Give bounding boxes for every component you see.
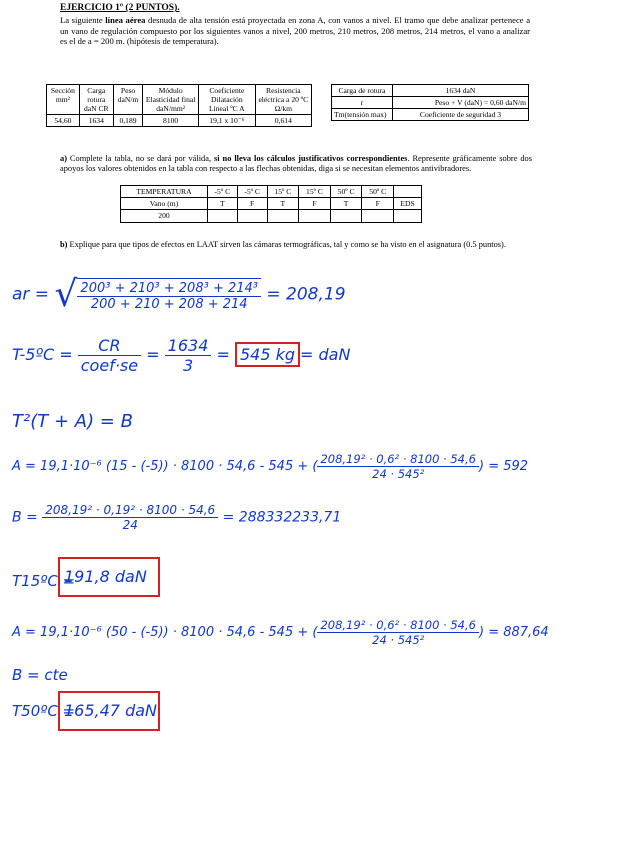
t5-equals: =: [146, 345, 160, 364]
load-value-cell: Peso + V (daN) = 0,60 daN/m: [393, 97, 529, 109]
ar-lhs: ar =: [12, 284, 50, 305]
handwritten-b-formula: [12, 503, 341, 532]
statement-text-end: desnuda de alta tensión está proyectada en zona A, con vanos a nivel. El tramo que debe analizar pertenece a un vano de regulación compuesto por los siguientes vanos a nivel, 200 metros, 210 metros, 208 metros, 214 metros, el vano a analizar es el de a = 200 m. (hipótesis de temperatura).: [60, 15, 531, 47]
table-row: [121, 210, 422, 223]
value-cell-resistance: 0,614: [255, 115, 311, 127]
exercise-statement: [60, 15, 530, 47]
header-cell-dilation-coefficient: Coeficiente Dilatación Lineal ºC A: [199, 85, 256, 115]
a2-start: A = 19,1·10⁻⁶ (50 - (-5)) · 8100 · 54,6 - 545 + (: [12, 625, 318, 640]
statement-bold-term: línea aérea: [105, 15, 146, 25]
temp-cell: T: [207, 198, 237, 210]
question-a-text-start: Complete la tabla, no se dará por válida,: [66, 154, 214, 163]
t5-denominator-value: 3: [182, 356, 194, 375]
t5-equals-2: =: [216, 345, 230, 364]
question-a-text-end: . Represente gráficamente sobre dos apoyos los valores obtenidos en la tabla con respecto a las flechas obtenidas, diga si se necesitan elementos antivibradores.: [60, 154, 533, 174]
a1-end: ) = 592: [478, 459, 529, 474]
temp-header-cell: -5º C: [237, 186, 267, 198]
value-cell-breaking-load: 1634: [79, 115, 113, 127]
b-result: = 288332233,71: [222, 509, 342, 526]
ar-result: = 208,19: [266, 284, 346, 305]
t5-lhs: T-5ºC =: [12, 345, 73, 364]
temp-cell: F: [299, 198, 331, 210]
temp-header-cell: -5º C: [207, 186, 237, 198]
temp-cell: [362, 210, 394, 223]
b-lhs: B =: [12, 509, 38, 526]
temp-header-cell: 15º C: [267, 186, 299, 198]
question-a-label: a): [60, 154, 67, 163]
temp-cell: [330, 210, 362, 223]
b-numerator: 208,19² · 0,19² · 8100 · 54,6: [42, 503, 218, 518]
table-row: [332, 85, 529, 97]
a2-end: ) = 887,64: [478, 625, 549, 640]
a1-start: A = 19,1·10⁻⁶ (15 - (-5)) · 8100 · 54,6 - 545 + (: [12, 459, 318, 474]
temp-cell: [299, 210, 331, 223]
header-cell-resistance: Resistencia eléctrica a 20 ºC Ω/km: [255, 85, 311, 115]
table-header-row: [47, 85, 312, 115]
a1-denominator: 24 · 545²: [372, 467, 425, 481]
temp-cell: F: [237, 198, 267, 210]
temp-header-cell: [394, 186, 422, 198]
ar-numerator: 200³ + 210³ + 208³ + 214³: [77, 281, 261, 297]
table-row: [332, 97, 529, 109]
handwritten-b-constant: B = cte: [12, 666, 68, 684]
handwritten-cubic-equation: T²(T + A) = B: [12, 411, 133, 432]
a2-denominator: 24 · 545²: [372, 633, 425, 647]
temp-cell: F: [362, 198, 394, 210]
load-label-cell: Carga de rotura: [332, 85, 393, 97]
t50-lhs: T50ºC =: [12, 702, 76, 720]
temp-cell: 200: [121, 210, 208, 223]
temp-cell: [267, 210, 299, 223]
question-b-label: b): [60, 240, 68, 249]
handwritten-ar-formula: [12, 274, 346, 315]
temp-cell: T: [267, 198, 299, 210]
question-b-text: Explique para que tipos de efectos en LAAT sirven las cámaras termográficas, tal y como se ha visto en el asignatura (0.5 puntos).: [67, 240, 506, 249]
temp-cell: T: [330, 198, 362, 210]
header-cell-weight: Peso daN/m: [113, 85, 142, 115]
sqrt-symbol: √: [54, 274, 78, 315]
handwritten-a-15c-formula: [12, 452, 528, 481]
statement-text-start: La siguiente: [60, 15, 106, 25]
b-denominator: 24: [122, 518, 138, 532]
a2-numerator: 208,19² · 0,6² · 8100 · 54,6: [317, 618, 479, 633]
t5-result-box: 545 kg: [235, 342, 300, 367]
table-row: [47, 115, 312, 127]
temperature-table: [120, 185, 422, 223]
header-cell-breaking-load: Carga rotura daN CR: [79, 85, 113, 115]
header-cell-section: Sección mm²: [47, 85, 80, 115]
handwritten-t-minus5-formula: [12, 336, 350, 375]
temp-header-cell: TEMPERATURA: [121, 186, 208, 198]
temp-cell: [237, 210, 267, 223]
b-fraction: [42, 503, 218, 532]
t5-fraction-values: [165, 336, 212, 375]
temp-cell: [207, 210, 237, 223]
ar-denominator: 200 + 210 + 208 + 214: [90, 296, 248, 312]
header-cell-elastic-modulus: Módulo Elasticidad final daN/mm²: [143, 85, 199, 115]
a2-fraction: [317, 618, 479, 647]
table-header-row: [121, 186, 422, 198]
value-cell-elastic-modulus: 8100: [143, 115, 199, 127]
ar-fraction: [77, 281, 261, 312]
question-a: [60, 154, 532, 175]
load-value-cell: Coeficiente de seguridad 3: [393, 109, 529, 121]
exercise-title: EJERCICIO 1º (2 PUNTOS).: [60, 3, 180, 13]
table-row: [121, 198, 422, 210]
load-table: [331, 84, 529, 121]
t15-lhs: T15ºC =: [12, 572, 76, 590]
t5-unit: = daN: [300, 345, 351, 364]
temp-cell: EDS: [394, 198, 422, 210]
t5-denominator: coef·se: [80, 356, 139, 375]
handwritten-a-50c-formula: [12, 618, 549, 647]
cable-properties-table: [46, 84, 312, 127]
temp-cell: Vano (m): [121, 198, 208, 210]
t5-numerator-value: 1634: [165, 336, 212, 356]
temp-header-cell: 50º C: [362, 186, 394, 198]
t5-fraction: [78, 336, 141, 375]
sqrt-radicand: [77, 278, 261, 312]
a1-numerator: 208,19² · 0,6² · 8100 · 54,6: [317, 452, 479, 467]
load-label-cell: Tm(tensión max): [332, 109, 393, 121]
value-cell-dilation-coefficient: 19,1 x 10⁻⁶: [199, 115, 256, 127]
t50-result-box: 165,47 daN: [58, 691, 160, 731]
table-row: [332, 109, 529, 121]
load-value-cell: 1634 daN: [393, 85, 529, 97]
t15-result-box: 191,8 daN: [58, 557, 160, 597]
t5-numerator: CR: [78, 336, 141, 356]
load-label-cell: r: [332, 97, 393, 109]
value-cell-section: 54,60: [47, 115, 80, 127]
temp-header-cell: 15º C: [299, 186, 331, 198]
temp-cell: [394, 210, 422, 223]
temp-header-cell: 50º C: [330, 186, 362, 198]
a1-fraction: [317, 452, 479, 481]
question-a-bold-text: si no lleva los cálculos justificativos correspondientes: [214, 154, 408, 163]
value-cell-weight: 0,189: [113, 115, 142, 127]
question-b: [60, 240, 532, 250]
